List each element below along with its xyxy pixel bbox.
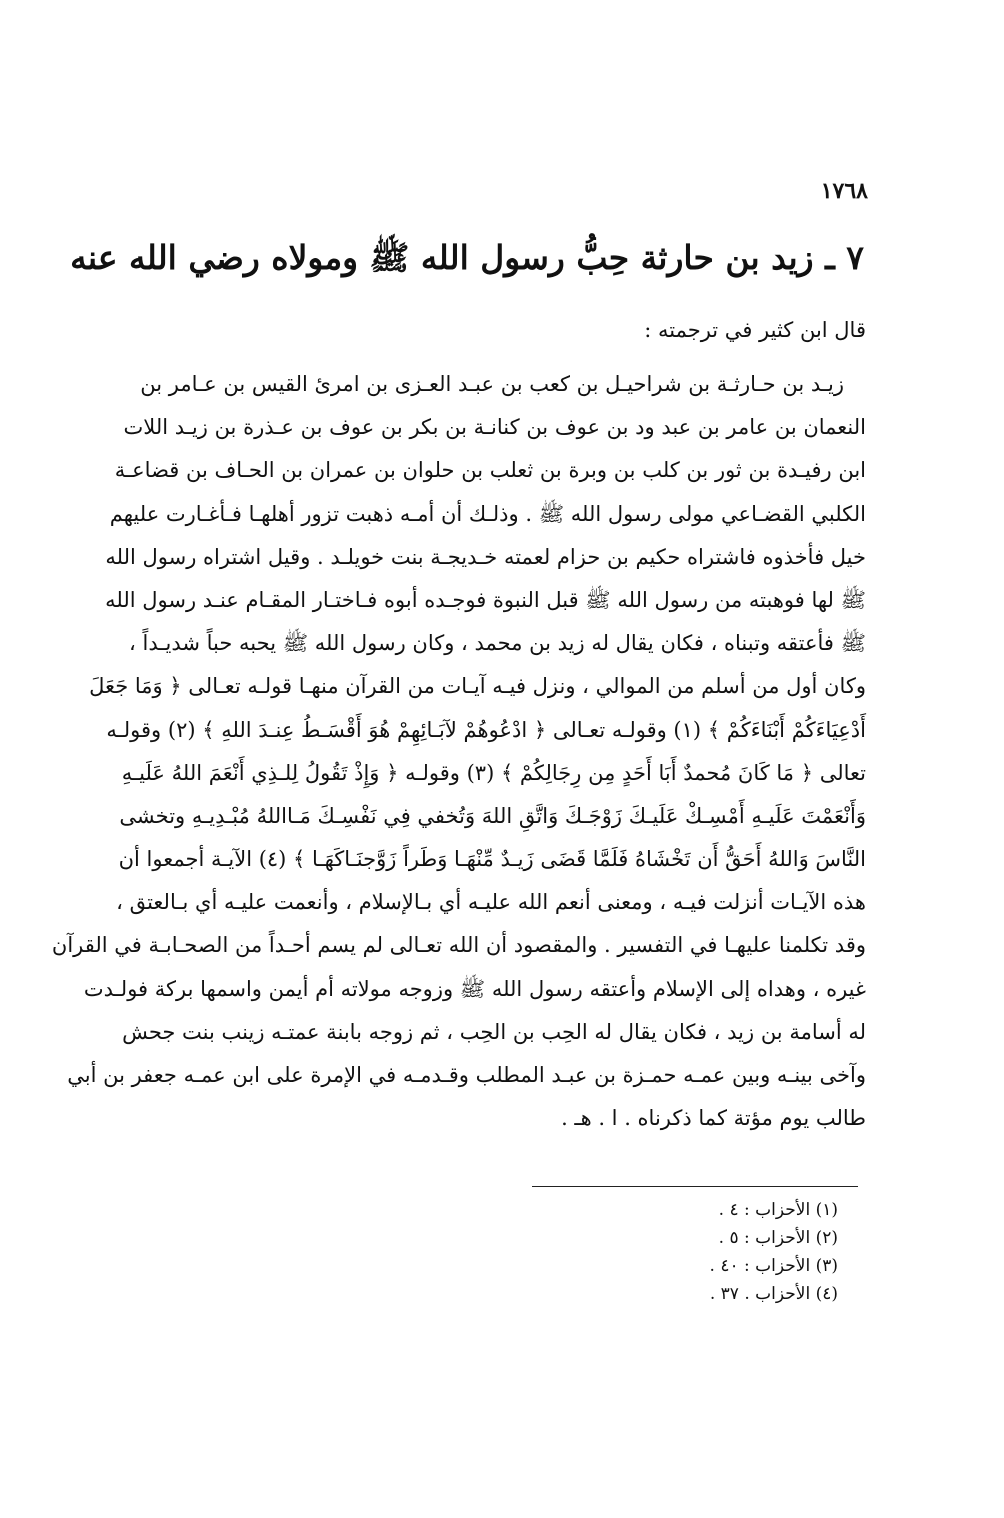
body-line: ﷺ فأعتقه وتبناه ، فكان يقال له زيد بن محمد ، وكان رسول الله ﷺ يحبه حباً شديـداً ، — [129, 631, 866, 656]
footnote: (٢) الأحزاب : ٥ . — [718, 1228, 838, 1248]
body-line: ﷺ لها فوهبته من رسول الله ﷺ قبل النبوة فوجـده أبوه فـاختـار المقـام عنـد رسول الله — [105, 587, 866, 612]
body-line: هذه الآيـات أنزلت فيـه ، ومعنى أنعم الله عليـه أي بـالإسلام ، وأنعمت عليـه أي بـالعتق ، — [116, 890, 866, 915]
body-line: خيل فأخذوه فاشتراه حكيم بن حزام لعمته خـديجـة بنت خويلـد . وقيل اشتراه رسول الله — [105, 544, 866, 569]
body-line: أَدْعِيَاءَكُمْ أَبْنَاءَكُمْ ﴾ (١) وقولـه تعـالى ﴿ ادْعُوهُمْ لآبَـائِهِمْ هُوَ أَقْسَـطُ عِنـدَ اللهِ ﴾ (٢) وقولـه — [106, 717, 866, 742]
footnote-divider — [532, 1186, 858, 1187]
footnote: (٤) الأحزاب . ٣٧ . — [709, 1284, 838, 1304]
body-line: له أسامة بن زيد ، فكان يقال له الحِب بن الحِب ، ثم زوجه بابنة عمتـه زينب بنت جحش — [122, 1019, 866, 1044]
body-line: وَأَنْعَمْتَ عَلَيـهِ أَمْسِـكْ عَلَيـكَ زَوْجَـكَ وَاتَّقِ اللهَ وَتُخفي فِي نَفْسِـكَ مَـااللهُ مُبْـدِيـهِ وتخشى — [119, 803, 866, 828]
body-text — [51, 363, 866, 1140]
body-line: الكلبي القضـاعي مولى رسول الله ﷺ . وذلـك أن أمـه ذهبت تزور أهلهـا فـأغـارت عليهم — [109, 501, 866, 526]
body-line: النعمان بن عامر بن عبد ود بن عوف بن كنانـة بن بكر بن عوف بن عـذرة بن زيـد اللات — [123, 415, 866, 440]
body-line: غيره ، وهداه إلى الإسلام وأعتقه رسول الله ﷺ وزوجه مولاته أم أيمن واسمها بركة فولـدت — [83, 976, 866, 1001]
footnotes — [538, 1196, 838, 1308]
body-line: تعالى ﴿ مَا كَانَ مُحمدٌ أَبَا أَحَدٍ مِن رِجَالِكُمْ ﴾ (٣) وقولـه ﴿ وَإِذْ تَقُولُ لِلـذِي أَنْعَمَ اللهُ عَلَيـهِ — [121, 760, 866, 785]
footnote: (١) الأحزاب : ٤ . — [718, 1200, 838, 1220]
chapter-title: ٧ ـ زيد بن حارثة حِبُّ رسول الله ﷺ ومولاه رضي الله عنه — [70, 238, 864, 277]
body-line: وقد تكلمنا عليهـا في التفسير . والمقصود أن الله تعـالى لم يسم أحـداً من الصحـابـة في القرآن — [51, 933, 866, 958]
body-line: زيـد بن حـارثـة بن شراحيـل بن كعب بن عبـد العـزى بن امرئ القيس بن عـامر بن — [140, 372, 844, 396]
body-line: طالب يوم مؤتة كما ذكرناه . ا . هـ . — [561, 1106, 866, 1131]
page-number: ١٧٦٨ — [820, 178, 868, 204]
body-line: وكان أول من أسلم من الموالي ، ونزل فيـه آيـات من القرآن منهـا قولـه تعـالى ﴿ وَمَا جَعَلَ — [89, 674, 866, 699]
intro-line: قال ابن كثير في ترجمته : — [644, 318, 866, 342]
body-line: ابن رفيـدة بن ثور بن كلب بن وبرة بن ثعلب بن حلوان بن عمران بن الحـاف بن قضاعـة — [114, 458, 866, 483]
footnote: (٣) الأحزاب : ٤٠ . — [709, 1256, 838, 1276]
body-line: النَّاسَ وَاللهُ أَحَقُّ أَن تَخْشَاهُ فَلَمَّا قَضَى زَيـدٌ مِّنْهَـا وَطَراً زَوَّجنَـاكَهَـا ﴾ (٤) الآيـة أجمعوا أن — [118, 847, 866, 872]
body-line: وآخى بينـه وبين عمـه حمـزة بن عبـد المطلب وقـدمـه في الإمرة على ابن عمـه جعفر بن أبي — [67, 1063, 866, 1087]
